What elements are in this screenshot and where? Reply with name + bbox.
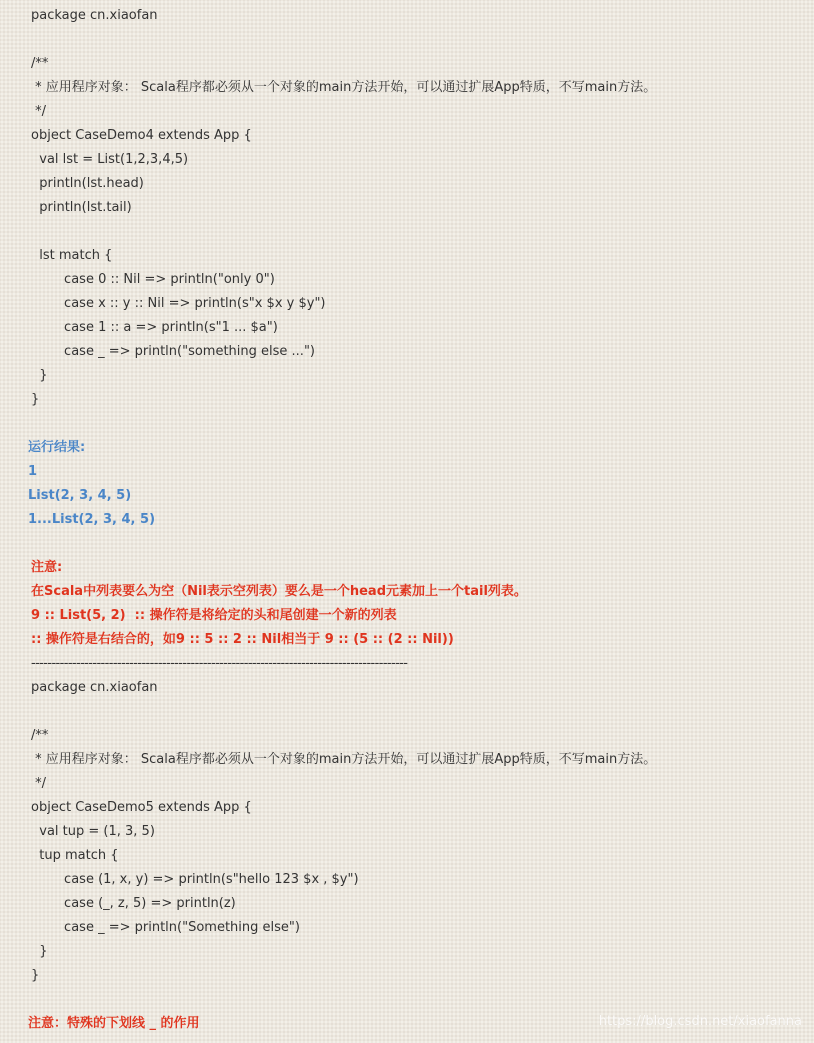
result-line: 1 xyxy=(28,464,38,479)
note-line: 9 :: List(5, 2) :: 操作符是将给定的头和尾创建一个新的列表 xyxy=(31,608,397,623)
note-line: :: 操作符是右结合的，如9 :: 5 :: 2 :: Nil相当于 9 :: (5 :: (2 :: Nil)) xyxy=(31,632,454,647)
code-case-line: case 0 :: Nil => println("only 0") xyxy=(31,272,275,287)
code-comment-open: /** xyxy=(31,56,49,71)
code-match-close: } xyxy=(31,944,48,959)
result-heading: 运行结果: xyxy=(28,440,86,455)
note-heading: 注意: xyxy=(31,560,63,575)
code-case-line: case x :: y :: Nil => println(s"x $x y $y") xyxy=(31,296,326,311)
result-line: 1...List(2, 3, 4, 5) xyxy=(28,512,156,527)
code-case-line: case _ => println("Something else") xyxy=(31,920,300,935)
code-println-head: println(lst.head) xyxy=(31,176,144,191)
code-case-line: case 1 :: a => println(s"1 ... $a") xyxy=(31,320,278,335)
code-comment-body: * 应用程序对象： Scala程序都必须从一个对象的main方法开始，可以通过扩展App特质，不写main方法。 xyxy=(31,80,657,95)
code-case-line: case _ => println("something else ...") xyxy=(31,344,315,359)
code-match-open: tup match { xyxy=(31,848,119,863)
code-object-close: } xyxy=(31,392,40,407)
code-match-open: lst match { xyxy=(31,248,113,263)
csdn-watermark: https://blog.csdn.net/xiaofanna xyxy=(598,1014,802,1029)
code-object-declaration: object CaseDemo5 extends App { xyxy=(31,800,252,815)
code-comment-body: * 应用程序对象： Scala程序都必须从一个对象的main方法开始，可以通过扩展App特质，不写main方法。 xyxy=(31,752,657,767)
code-comment-close: */ xyxy=(31,776,47,791)
code-package-line: package cn.xiaofan xyxy=(31,680,158,695)
code-val-line: val tup = (1, 3, 5) xyxy=(31,824,155,839)
code-println-tail: println(lst.tail) xyxy=(31,200,132,215)
result-line: List(2, 3, 4, 5) xyxy=(28,488,132,503)
code-comment-open: /** xyxy=(31,728,49,743)
code-val-line: val lst = List(1,2,3,4,5) xyxy=(31,152,189,167)
note-heading-underscore: 注意：特殊的下划线 _ 的作用 xyxy=(28,1016,200,1031)
code-object-declaration: object CaseDemo4 extends App { xyxy=(31,128,252,143)
code-comment-close: */ xyxy=(31,104,47,119)
code-object-close: } xyxy=(31,968,40,983)
dashed-separator: -------------------------------------------------------------------------------------------- xyxy=(31,656,408,671)
code-case-line: case (1, x, y) => println(s"hello 123 $x , $y") xyxy=(31,872,359,887)
code-case-line: case (_, z, 5) => println(z) xyxy=(31,896,236,911)
note-line: 在Scala中列表要么为空（Nil表示空列表）要么是一个head元素加上一个tail列表。 xyxy=(31,584,527,599)
code-package-line: package cn.xiaofan xyxy=(31,8,158,23)
code-match-close: } xyxy=(31,368,48,383)
